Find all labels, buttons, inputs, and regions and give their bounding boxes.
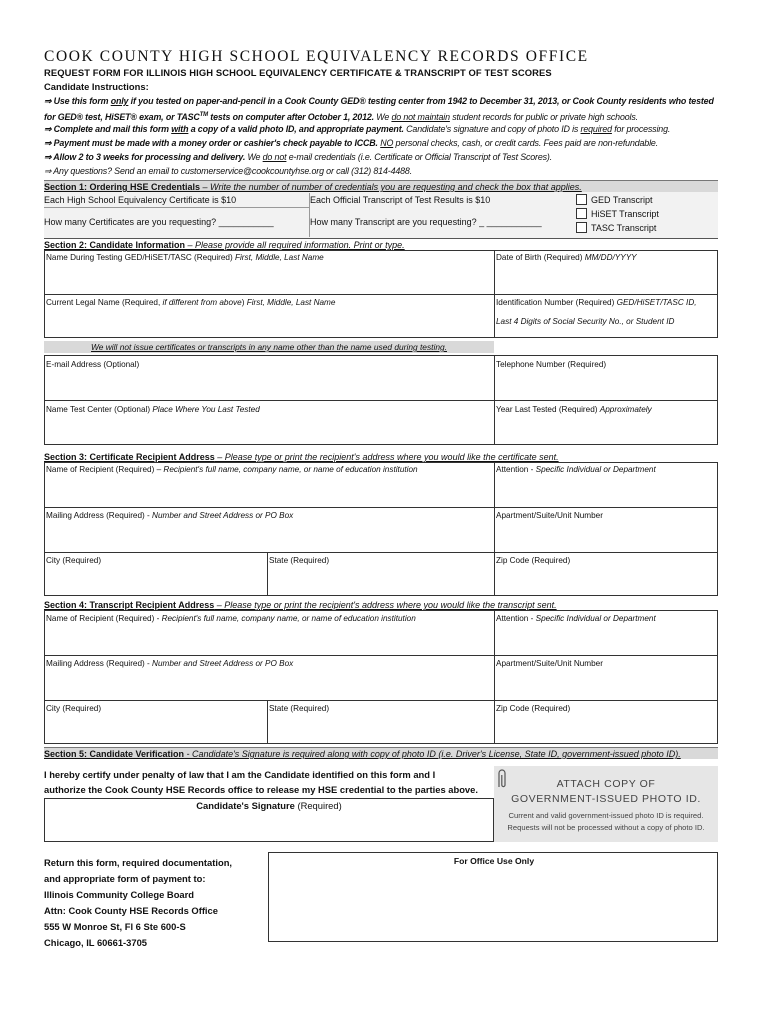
identification-number-hint: Last 4 Digits of Social Security No., or Student ID (496, 317, 675, 326)
instruction-4: ⇒ Allow 2 to 3 weeks for processing and delivery. We do not e-mail credentials (i.e. Certificate or Official Transcript of Test Scores). (44, 152, 553, 162)
identification-number-field[interactable]: Identification Number (Required) GED/HiSET/TASC ID, (496, 298, 697, 307)
name-notice: We will not issue certificates or transcripts in any name other than the name used during testing. (44, 341, 494, 353)
section-5-header: Section 5: Candidate Verification - Candidate's Signature is required along with copy of photo ID (i.e. Driver's License, State ID, government-issued photo ID). (44, 747, 718, 759)
transcript-address-box (44, 610, 718, 744)
transcript-city-field[interactable]: City (Required) (46, 704, 102, 713)
cert-state-field[interactable]: State (Required) (269, 556, 330, 565)
hiset-transcript-checkbox[interactable] (576, 208, 587, 219)
tasc-transcript-checkbox[interactable] (576, 222, 587, 233)
ged-transcript-label: GED Transcript (591, 195, 653, 205)
signature-label: Candidate's Signature (Required) (196, 800, 342, 811)
transcript-mailing-address-field[interactable]: Mailing Address (Required) - Number and Street Address or PO Box (46, 659, 294, 668)
cert-apartment-field[interactable]: Apartment/Suite/Unit Number (496, 511, 603, 520)
section-4-header: Section 4: Transcript Recipient Address – Please type or print the recipient's address where you would like the transcript sent. (44, 600, 557, 610)
section-3-header: Section 3: Certificate Recipient Address – Please type or print the recipient's address where you would like the certificate sent. (44, 452, 559, 462)
instruction-1b: for GED® test, HiSET® exam, or TASC™ tests on computer after October 1, 2012. We do not maintain student records for public or private high schools. (44, 111, 638, 122)
attach-photo-id-box: ATTACH COPY OF GOVERNMENT-ISSUED PHOTO ID. Current and valid government-issued photo ID is required. Requests will not be processed without a copy of photo ID. (494, 766, 718, 842)
certificate-count-field[interactable]: How many Certificates are you requesting? ___________ (44, 217, 274, 227)
section-1-header: Section 1: Ordering HSE Credentials – Write the number of number of credentials you are requesting and check the box that applies. (44, 180, 718, 192)
certificate-address-box (44, 462, 718, 596)
hiset-transcript-label: HiSET Transcript (591, 209, 659, 219)
email-field[interactable]: E-mail Address (Optional) (46, 360, 140, 369)
instruction-3: ⇒ Payment must be made with a money order or cashier's check payable to ICCB. NO personal checks, cash, or credit cards. Fees paid are non-refundable. (44, 138, 659, 148)
return-address: Return this form, required documentation, and appropriate form of payment to: Illinois Community College Board Attn: Cook County HSE Records Office 555 W Monroe St, Fl 6 Ste 600-S Chicago, IL 60661-3705 (44, 857, 233, 948)
transcript-zip-field[interactable]: Zip Code (Required) (496, 704, 571, 713)
instruction-1: ⇒ Use this form only if you tested on paper-and-pencil in a Cook County GED® testing center from 1942 to December 31, 2013, or Cook County residents who tested (44, 96, 714, 106)
transcript-attention-field[interactable]: Attention - Specific Individual or Department (496, 614, 656, 623)
cert-mailing-address-field[interactable]: Mailing Address (Required) - Number and Street Address or PO Box (46, 511, 294, 520)
cert-zip-field[interactable]: Zip Code (Required) (496, 556, 571, 565)
tasc-transcript-label: TASC Transcript (591, 223, 657, 233)
year-tested-field[interactable]: Year Last Tested (Required) Approximately (496, 405, 652, 414)
cert-city-field[interactable]: City (Required) (46, 556, 102, 565)
date-of-birth-field[interactable]: Date of Birth (Required) MM/DD/YYYY (496, 253, 637, 262)
instruction-2: ⇒ Complete and mail this form with a copy of a valid photo ID, and appropriate payment. Candidate's signature and copy of photo ID is required for processing. (44, 124, 671, 134)
office-use-box: For Office Use Only (268, 852, 718, 942)
transcript-state-field[interactable]: State (Required) (269, 704, 330, 713)
form-subtitle: REQUEST FORM FOR ILLINOIS HIGH SCHOOL EQUIVALENCY CERTIFICATE & TRANSCRIPT OF TEST SCORES (44, 67, 552, 78)
transcript-price: Each Official Transcript of Test Results is $10 (310, 195, 491, 205)
ged-transcript-checkbox[interactable] (576, 194, 587, 205)
name-during-testing-field[interactable]: Name During Testing GED/HiSET/TASC (Required) First, Middle, Last Name (46, 253, 324, 262)
transcript-recipient-name-field[interactable]: Name of Recipient (Required) - Recipient's full name, company name, or name of education institution (46, 614, 416, 623)
legal-name-field[interactable]: Current Legal Name (Required, if different from above) First, Middle, Last Name (46, 298, 336, 307)
cert-recipient-name-field[interactable]: Name of Recipient (Required) – Recipient's full name, company name, or name of education institution (46, 465, 418, 474)
certificate-price: Each High School Equivalency Certificate is $10 (44, 195, 237, 205)
telephone-field[interactable]: Telephone Number (Required) (496, 360, 607, 369)
form-title: COOK COUNTY HIGH SCHOOL EQUIVALENCY RECORDS OFFICE (44, 48, 589, 65)
transcript-apartment-field[interactable]: Apartment/Suite/Unit Number (496, 659, 603, 668)
transcript-count-field[interactable]: How many Transcript are you requesting? _ ___________ (310, 217, 542, 227)
test-center-field[interactable]: Name Test Center (Optional) Place Where You Last Tested (46, 405, 260, 414)
paperclip-icon (496, 767, 508, 791)
instruction-5: ⇒ Any questions? Send an email to customerservice@cookcountyhse.org or call (312) 814-4488. (44, 166, 413, 176)
certification-statement: I hereby certify under penalty of law that I am the Candidate identified on this form and I authorize the Cook County HSE Records office to release my HSE credential to the parties above. (44, 769, 478, 795)
instructions-heading: Candidate Instructions: (44, 81, 149, 92)
cert-attention-field[interactable]: Attention - Specific Individual or Department (496, 465, 656, 474)
section-2-header: Section 2: Candidate Information – Please provide all required information. Print or type. (44, 240, 405, 250)
